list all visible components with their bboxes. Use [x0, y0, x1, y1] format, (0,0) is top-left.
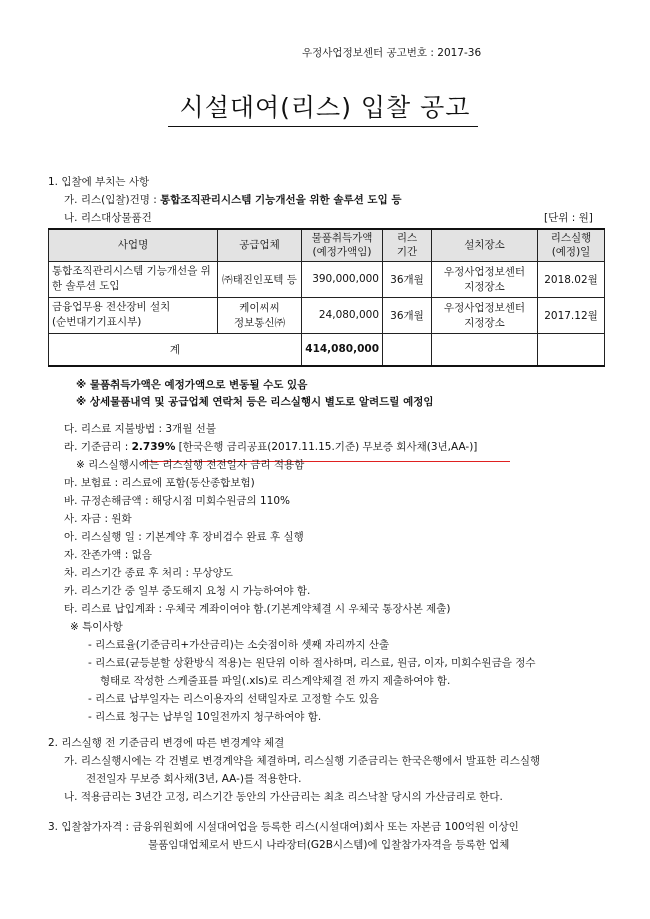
item-ra-rest: [한국은행 금리공표(2017.11.15.기준) 무보증 회사채(3년,AA-)] — [175, 441, 478, 453]
table-row — [49, 297, 605, 333]
section2-ga-line2: 전전일자 무보증 회사채(3년, AA-)를 적용한다. — [86, 773, 302, 785]
item-ka: 카. 리스기간 중 일부 중도해지 요청 시 가능하여야 함. — [64, 585, 311, 597]
cell-project: 통합조직관리시스템 기능개선을 위한 솔루션 도입 — [49, 261, 218, 297]
item-ma: 마. 보험료 : 리스료에 포함(동산종합보험) — [64, 477, 255, 489]
item-da: 다. 리스료 지불방법 : 3개월 선불 — [64, 423, 216, 435]
item-ga-label: 가. 리스(입찰)건명 : — [64, 194, 157, 206]
cell-supplier: 케이씨씨 정보통신㈜ — [218, 297, 302, 333]
section2-na: 나. 적용금리는 3년간 고정, 리스기간 동안의 가산금리는 최초 리스낙찰 당시의 가산금리로 한다. — [64, 791, 503, 803]
table-header-row — [49, 229, 605, 261]
item-ta: 타. 리스료 납입계좌 : 우체국 계좌이여야 함.(기본계약체결 시 우체국 통장사본 제출) — [64, 603, 451, 615]
cell-site: 우정사업정보센터 지정장소 — [432, 297, 538, 333]
total-label: 계 — [49, 333, 302, 366]
cell-exec-date: 2018.02월 — [538, 261, 605, 297]
special-b1: - 리스료율(기준금리+가산금리)는 소숫점이하 셋째 자리까지 산출 — [88, 639, 390, 651]
note-price-estimate: ※ 물품취득가액은 예정가액으로 변동될 수도 있음 — [76, 379, 308, 391]
lease-items-table — [48, 228, 605, 367]
notice-number: 우정사업정보센터 공고번호 : 2017-36 — [302, 47, 482, 59]
special-heading: ※ 특이사항 — [70, 621, 123, 633]
unit-label: [단위 : 원] — [544, 212, 593, 224]
cell-project: 금융업무용 전산장비 설치 (순번대기기표시부) — [49, 297, 218, 333]
item-ra — [64, 439, 477, 454]
item-cha: 차. 리스기간 종료 후 처리 : 무상양도 — [64, 567, 233, 579]
item-ba: 바. 규정손해금액 : 해당시점 미회수원금의 110% — [64, 495, 291, 507]
header-period: 리스 기간 — [383, 229, 432, 261]
section2-heading: 2. 리스실행 전 기준금리 변경에 따른 변경계약 체결 — [48, 737, 285, 749]
cell-price: 390,000,000 — [302, 261, 383, 297]
item-ra-prefix: 라. 기준금리 : — [64, 441, 132, 453]
section2-ga-line1: 가. 리스실행시에는 각 건별로 변경계약을 체결하며, 리스실행 기준금리는 한국은행에서 발표한 리스실행 — [64, 755, 541, 767]
header-site: 설치장소 — [432, 229, 538, 261]
header-supplier: 공급업체 — [218, 229, 302, 261]
total-empty — [383, 333, 432, 366]
page-title: 시설대여(리스) 입찰 공고 — [179, 93, 471, 122]
special-b2-line2: 형태로 작성한 스케줄표를 파일(.xls)로 리스계약체결 전 까지 제출하여야 함. — [100, 675, 451, 687]
section3-line2: 물품임대업체로서 반드시 나라장터(G2B시스템)에 입찰참가자격을 등록한 업체 — [148, 839, 510, 851]
section3-line1: 3. 입찰참가자격 : 금융위원회에 시설대여업을 등록한 리스(시설대여)회사 또는 자본금 100억원 이상인 — [48, 821, 519, 833]
cell-site: 우정사업정보센터 지정장소 — [432, 261, 538, 297]
section1-heading: 1. 입찰에 부치는 사항 — [48, 176, 150, 188]
item-a: 아. 리스실행 일 : 기본계약 후 장비검수 완료 후 실행 — [64, 531, 304, 543]
special-b2-line1: - 리스료(균등분할 상환방식 적용)는 원단위 이하 절사하며, 리스료, 원금, 이자, 미회수원금을 정수 — [88, 657, 536, 669]
item-sa: 사. 자금 : 원화 — [64, 513, 132, 525]
cell-exec-date: 2017.12월 — [538, 297, 605, 333]
item-ra-rate: 2.739% — [131, 441, 176, 453]
header-price: 물품취득가액 (예정가액임) — [302, 229, 383, 261]
total-value: 414,080,000 — [302, 333, 383, 366]
header-project: 사업명 — [49, 229, 218, 261]
table-total-row — [49, 333, 605, 366]
total-empty — [432, 333, 538, 366]
item-ga-value: 통합조직관리시스템 기능개선을 위한 솔루션 도입 등 — [160, 194, 402, 206]
item-ja: 자. 잔존가액 : 없음 — [64, 549, 152, 561]
total-empty — [538, 333, 605, 366]
table-row — [49, 261, 605, 297]
special-b4: - 리스료 청구는 납부일 10일전까지 청구하여야 함. — [88, 711, 322, 723]
cell-supplier: ㈜태진인포텍 등 — [218, 261, 302, 297]
note-details: ※ 상세물품내역 및 공급업체 연락처 등은 리스실행시 별도로 알려드릴 예정임 — [76, 396, 434, 408]
item-na: 나. 리스대상물품건 — [64, 212, 152, 224]
special-b3: - 리스료 납부일자는 리스이용자의 선택일자로 고정할 수도 있음 — [88, 693, 379, 705]
cell-period: 36개월 — [383, 261, 432, 297]
header-exec-date: 리스실행 (예정)일 — [538, 229, 605, 261]
title-underline — [168, 126, 478, 127]
item-ra-note: ※ 리스실행시에는 리스실행 전전일자 금리 적용함 — [76, 459, 305, 471]
cell-price: 24,080,000 — [302, 297, 383, 333]
item-ga — [64, 192, 402, 207]
cell-period: 36개월 — [383, 297, 432, 333]
